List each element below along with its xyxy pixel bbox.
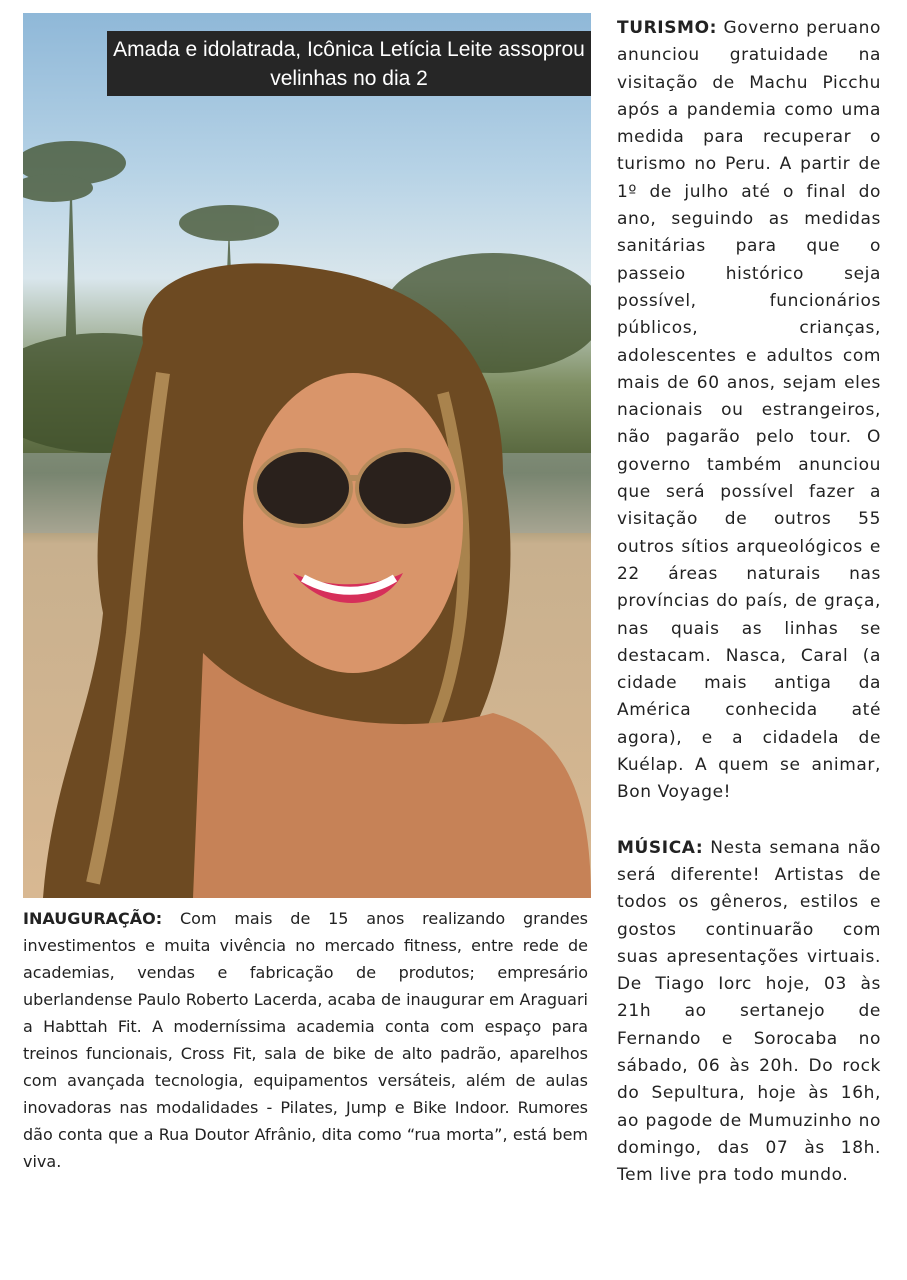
turismo-paragraph: [617, 15, 881, 807]
paragraph-spacer: [617, 807, 881, 835]
inauguracao-heading: INAUGURAÇÃO:: [23, 909, 163, 928]
inauguracao-text: Com mais de 15 anos realizando grandes investimentos e muita vivência no mercado fitness, entre rede de academias, vendas e fabricação de produtos; empresário uberlandense Paulo Roberto Lacerda, acaba de inaugurar em Araguari a Habttah Fit. A moderníssima academia conta com espaço para treinos funcionais, Cross Fit, sala de bike de alto padrão, aparelhos com avançada tecnologia, equipamentos versáteis, além de aulas inovadoras nas modalidades - Pilates, Jump e Bike Indoor. Rumores dão conta que a Rua Doutor Afrânio, dita como “rua morta”, está bem viva.: [23, 909, 588, 1171]
turismo-text: Governo peruano anunciou gratuidade na visitação de Machu Picchu após a pandemia como uma medida para recuperar o turismo no Peru. A partir de 1º de julho até o final do ano, seguindo as medidas sanitárias para que o passeio histórico seja possível, funcionários públicos, crianças, adolescentes e adultos com mais de 60 anos, sejam eles nacionais ou estrangeiros, não pagarão pelo tour. O governo também anunciou que será possível fazer a visitação de outros 55 outros sítios arqueológicos e 22 áreas naturais nas províncias do país, de graça, nas quais as linhas se destacam. Nasca, Caral (a cidade mais antiga da América conhecida até agora), e a cidadela de Kuélap. A quem se animar, Bon Voyage!: [617, 18, 881, 803]
musica-heading: MÚSICA:: [617, 837, 704, 858]
photo-caption-text: Amada e idolatrada, Icônica Letícia Leite assoprou velinhas no dia 2: [113, 38, 585, 90]
right-column: [617, 15, 881, 1189]
turismo-heading: TURISMO:: [617, 18, 718, 38]
beach-portrait-illustration: [23, 13, 591, 898]
photo-caption: [107, 31, 591, 96]
portrait-photo: [23, 13, 591, 898]
musica-paragraph: [617, 835, 881, 1190]
musica-text: Nesta semana não será diferente! Artistas de todos os gêneros, estilos e gostos continuarão com suas apresentações virtuais. De Tiago Iorc hoje, 03 às 21h ao sertanejo de Fernando e Sorocaba no sábado, 06 às 20h. Do rock do Sepultura, hoje às 16h, ao pagode de Mumuzinho no domingo, das 07 às 18h. Tem live pra todo mundo.: [617, 837, 881, 1186]
inauguracao-paragraph: [23, 905, 588, 1175]
bottom-left-column: [23, 905, 588, 1175]
